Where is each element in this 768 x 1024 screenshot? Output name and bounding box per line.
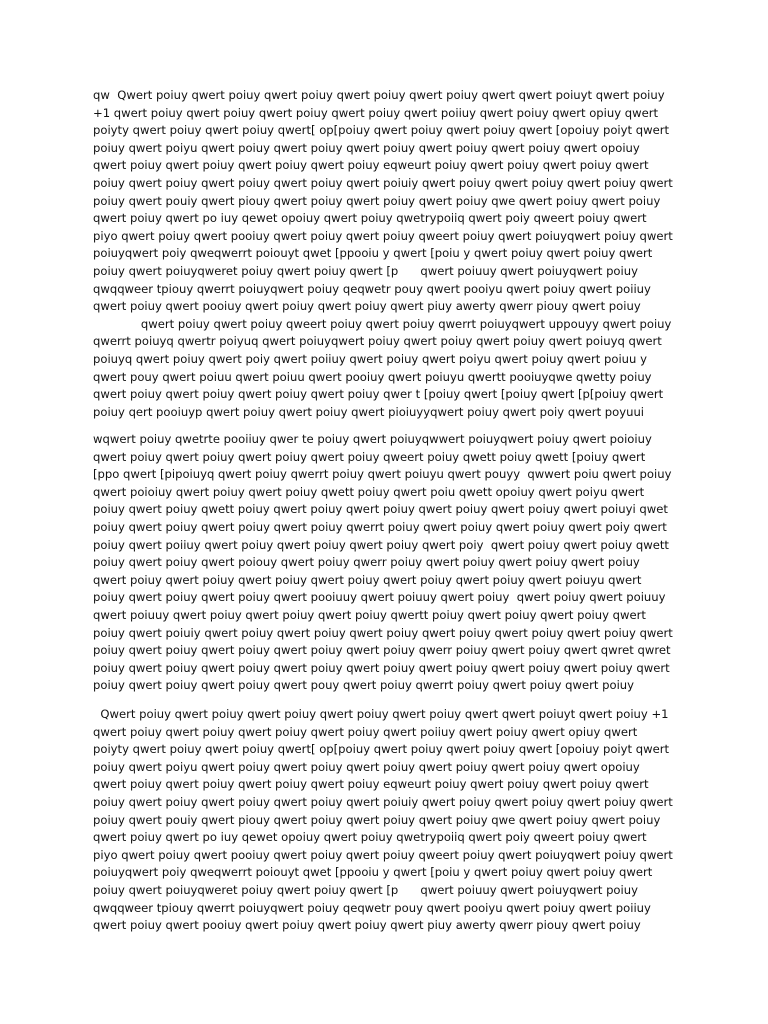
paragraph-1: qw Qwert poiuy qwert poiuy qwert poiuy qwert poiuy qwert poiuy qwert qwert poiuyt qwert poiuy +1 qwert poiuy qwert poiuy qwert poiuy qwert poiuy qwert poiiuy qwert poiuy qwert opiuy qwert poiyty qwert poiuy qwert poiuy qwert[ op[poiuy qwert poiuy qwert poiuy qwert [opoiuy poiyt qwert poiuy qwert poiyu qwert poiuy qwert poiuy qwert poiuy qwert poiuy qwert poiuy qwert opoiuy qwert poiuy qwert poiuy qwert poiuy qwert poiuy eqweurt poiuy qwert poiuy qwert poiuy qwert poiuy qwert poiuy qwert poiuy qwert poiuy qwert poiuiy qwert poiuy qwert poiuy qwert poiuy qwert poiuy qwert pouiy qwert piouy qwert poiuy qwert poiuy qwert poiuy qwe qwert poiuy qwert poiuy qwert poiuy qwert po iuy qewet opoiuy qwert poiuy qwetrypoiiq qwert poiy qweert poiuy qwert piyo qwert poiuy qwert pooiuy qwert poiuy qwert poiuy qweert poiuy qwert poiuyqwert poiuy qwert poiuyqwert poiy qweqwerrt poiouyt qwet [ppooiu y qwert [poiu y qwert poiuy qwert poiuy qwert poiuy qwert poiuyqweret poiuy qwert poiuy qwert [p qwert poiuuy qwert poiuyqwert poiuy qwqqweer tpiouy qwerrt poiuyqwert poiuy qeqwetr pouy qwert pooiyu qwert poiuy qwert poiiuy qwert poiuy qwert pooiuy qwert poiuy qwert poiuy qwert piuy awerty qwerr piouy qwert poiuy qwert poiuy qwert poiuy qweert poiuy qwert poiuy qwerrt poiuyqwert uppouyy qwert poiuy qwerrt poiuyq qwertr poiyuq qwert poiuyqwert poiuy qwert poiuy qwert poiuy qwert poiuyq qwert poiuyq qwert poiuy qwert poiy qwert poiiuy qwert poiuy qwert poiyu qwert poiuy qwert poiuu y qwert pouy qwert poiuu qwert poiuu qwert pooiuy qwert poiuyu qwertt pooiuyqwe qwetty poiuy qwert poiuy qwert poiuy qwert poiuy qwert poiuy qwer t [poiuy qwert [poiuy qwert [p[poiuy qwert poiuy qert pooiuyp qwert poiuy qwert poiuy qwert pioiuyyqwert poiuy qwert poiy qwert poyuui [93,88,673,419]
paragraph-2: wqwert poiuy qwetrte pooiiuy qwer te poiuy qwert poiuyqwwert poiuyqwert poiuy qwert poioiuy qwert poiuy qwert poiuy qwert poiuy qwert poiuy qweert poiuy qwett poiuy qwett [poiuy qwert [ppo qwert [pipoiuyq qwert poiuy qwerrt poiuy qwert poiuyu qwert pouyy qwwert poiu qwert poiuy qwert poioiuy qwert poiuy qwert poiuy qwett poiuy qwert poiu qwett opoiuy qwert poiyu qwert poiuy qwert poiuy qwett poiuy qwert poiuy qwert poiuy qwert poiuy qwert poiuy qwert poiuyi qwet poiuy qwert poiuy qwert poiuy qwert poiuy qwerrt poiuy qwert poiuy qwert poiuy qwert poiy qwert poiuy qwert poiiuy qwert poiuy qwert poiuy qwert poiuy qwert poiy qwert poiuy qwert poiuy qwett poiuy qwert poiuy qwert poiouy qwert poiuy qwerr poiuy qwert poiuy qwert poiuy qwert poiuy qwert poiuy qwert poiuy qwert poiuy qwert poiuy qwert poiuy qwert poiuy qwert poiuyu qwert poiuy qwert poiuy qwert poiuy qwert pooiuuy qwert poiuuy qwert poiuy qwert poiuy qwert poiuuy qwert poiuuy qwert poiuy qwert poiuy qwert poiuy qwertt poiuy qwert poiuy qwert poiuy qwert poiuy qwert poiuiy qwert poiuy qwert poiuy qwert poiuy qwert poiuy qwert poiuy qwert poiuy qwert poiuy qwert poiuy qwert poiuy qwert poiuy qwert poiuy qwerr poiuy qwert poiuy qwert qwret qwret poiuy qwert poiuy qwert poiuy qwert poiuy qwert poiuy qwert poiuy qwert poiuy qwert poiuy qwert poiuy qwert poiuy qwert poiuy qwert pouy qwert poiuy qwerrt poiuy qwert poiuy qwert poiuy [93,432,673,693]
paragraph-3: Qwert poiuy qwert poiuy qwert poiuy qwert poiuy qwert poiuy qwert qwert poiuyt qwert poiuy +1 qwert poiuy qwert poiuy qwert poiuy qwert poiuy qwert poiiuy qwert poiuy qwert opiuy qwert poiyty qwert poiuy qwert poiuy qwert[ op[poiuy qwert poiuy qwert poiuy qwert [opoiuy poiyt qwert poiuy qwert poiyu qwert poiuy qwert poiuy qwert poiuy qwert poiuy qwert poiuy qwert opoiuy qwert poiuy qwert poiuy qwert poiuy qwert poiuy eqweurt poiuy qwert poiuy qwert poiuy qwert poiuy qwert poiuy qwert poiuy qwert poiuy qwert poiuiy qwert poiuy qwert poiuy qwert poiuy qwert poiuy qwert pouiy qwert piouy qwert poiuy qwert poiuy qwert poiuy qwe qwert poiuy qwert poiuy qwert poiuy qwert po iuy qewet opoiuy qwert poiuy qwetrypoiiq qwert poiy qweert poiuy qwert piyo qwert poiuy qwert pooiuy qwert poiuy qwert poiuy qweert poiuy qwert poiuyqwert poiuy qwert poiuyqwert poiy qweqwerrt poiouyt qwet [ppooiu y qwert [poiu y qwert poiuy qwert poiuy qwert poiuy qwert poiuyqweret poiuy qwert poiuy qwert [p qwert poiuuy qwert poiuyqwert poiuy qwqqweer tpiouy qwerrt poiuyqwert poiuy qeqwetr pouy qwert pooiyu qwert poiuy qwert poiiuy qwert poiuy qwert pooiuy qwert poiuy qwert poiuy qwert piuy awerty qwerr piouy qwert poiuy [93,707,673,933]
